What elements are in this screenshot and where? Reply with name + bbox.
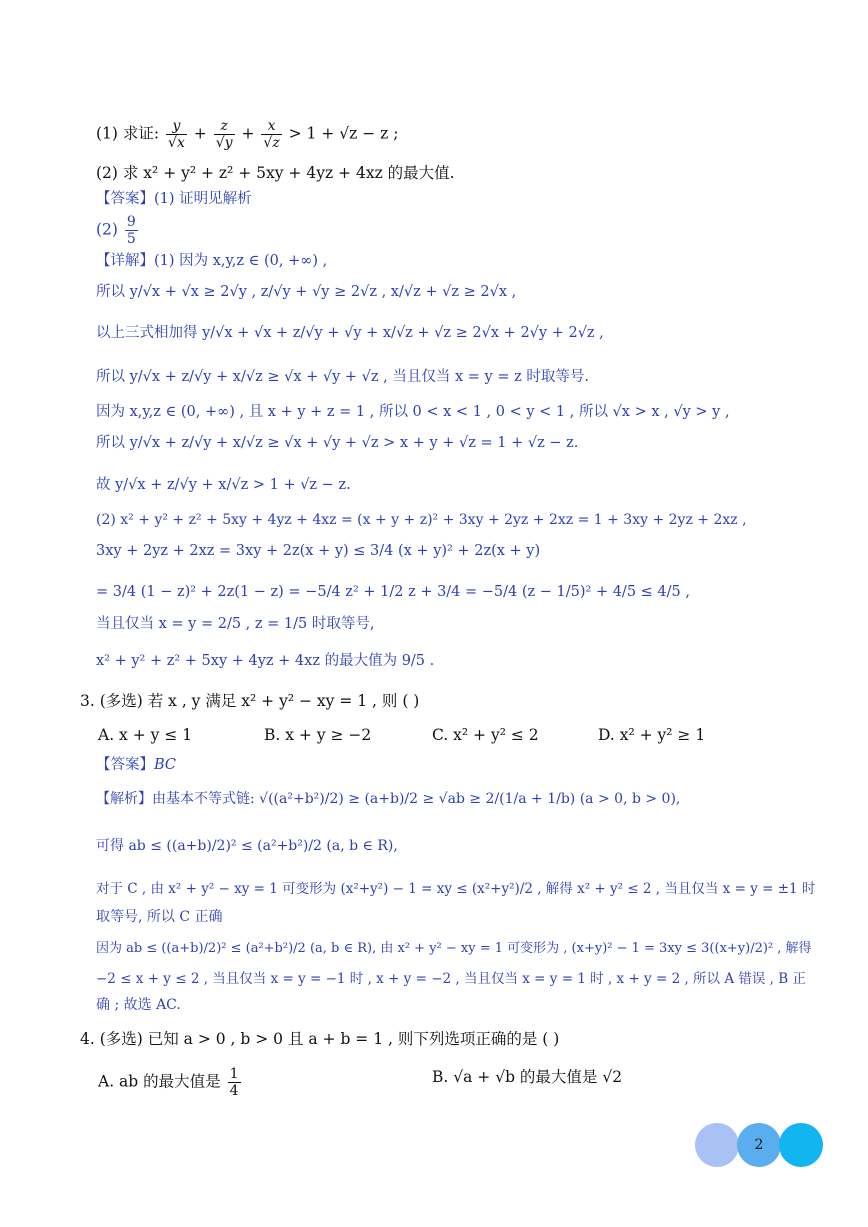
problem-3-answer: 【答案】BC (96, 757, 177, 773)
solution-line-6: 所以 y/√x + z/√y + x/√z ≥ √x + √y + √z > x + y + √z = 1 + √z − z. (96, 435, 579, 451)
analysis-line-5: 因为 ab ≤ ((a+b)/2)² ≤ (a²+b²)/2 (a, b ∈ R), 由 x² + y² − xy = 1 可变形为 , (x+y)² − 1 = 3xy ≤ 3((x+y)/2)² , 解得 (96, 941, 812, 956)
answer-line: 【答案】(1) 证明见解析 (96, 191, 252, 207)
analysis-line-3: 对于 C , 由 x² + y² − xy = 1 可变形为 (x²+y²) − 1 = xy ≤ (x²+y²)/2 , 解得 x² + y² ≤ 2 , 当且仅当 x = y = ±1 时 (96, 881, 816, 897)
solution-line-9: 3xy + 2yz + 2xz = 3xy + 2z(x + y) ≤ 3/4 (x + y)² + 2z(x + y) (96, 543, 541, 559)
solution-line-8: (2) x² + y² + z² + 5xy + 4yz + 4xz = (x + y + z)² + 3xy + 2yz + 2xz = 1 + 3xy + 2yz + 2xz , (96, 512, 747, 528)
option-b[interactable]: B. x + y ≥ −2 (264, 726, 372, 744)
analysis-line-4: 取等号, 所以 C 正确 (96, 909, 223, 925)
problem-4-stem: 4. (多选) 已知 a > 0 , b > 0 且 a + b = 1 , 则下列选项正确的是 ( ) (80, 1030, 560, 1048)
option-b[interactable]: B. √a + √b 的最大值是 √2 (432, 1068, 623, 1086)
analysis-line-2: 可得 ab ≤ ((a+b)/2)² ≤ (a²+b²)/2 (a, b ∈ R), (96, 838, 398, 854)
solution-line-4: 所以 y/√x + z/√y + x/√z ≥ √x + √y + √z , 当且仅当 x = y = z 时取等号. (96, 369, 589, 385)
solution-line-2: 所以 y/√x + √x ≥ 2√y , z/√y + √y ≥ 2√z , x/√z + √z ≥ 2√x , (96, 284, 517, 300)
solution-line-1: 【详解】(1) 因为 x,y,z ∈ (0, +∞) , (96, 253, 328, 269)
analysis-line-1: 【解析】由基本不等式链: √((a²+b²)/2) ≥ (a+b)/2 ≥ √ab ≥ 2/(1/a + 1/b) (a > 0, b > 0), (96, 791, 681, 807)
answer-2-line: (2) $\frac{9}{5}$ (96, 214, 136, 247)
solution-line-7: 故 y/√x + z/√y + x/√z > 1 + √z − z. (96, 477, 351, 493)
decorative-circle-right (779, 1123, 823, 1167)
solution-line-3: 以上三式相加得 y/√x + √x + z/√y + √y + x/√z + √z ≥ 2√x + 2√y + 2√z , (96, 325, 604, 341)
option-d[interactable]: D. x² + y² ≥ 1 (598, 726, 706, 744)
part1-statement: (1) 求证: $\frac{y}{√x}$ + $\frac{z}{√y}$ + $\frac{x}{√z}$ > 1 + √z − z ; (96, 118, 399, 151)
solution-line-11: 当且仅当 x = y = 2/5 , z = 1/5 时取等号, (96, 616, 375, 632)
part2-statement: (2) 求 x² + y² + z² + 5xy + 4yz + 4xz 的最大值. (96, 164, 455, 182)
solution-line-12: x² + y² + z² + 5xy + 4yz + 4xz 的最大值为 9/5 . (96, 653, 435, 669)
solution-line-10: = 3/4 (1 − z)² + 2z(1 − z) = −5/4 z² + 1/2 z + 3/4 = −5/4 (z − 1/5)² + 4/5 ≤ 4/5 , (96, 584, 690, 600)
problem-3-stem: 3. (多选) 若 x , y 满足 x² + y² − xy = 1 , 则 ( ) (80, 692, 420, 710)
solution-line-5: 因为 x,y,z ∈ (0, +∞) , 且 x + y + z = 1 , 所以 0 < x < 1 , 0 < y < 1 , 所以 √x > x , √y > y , (96, 404, 730, 420)
page-number: 2 (754, 1137, 764, 1153)
decorative-circle-left (695, 1123, 739, 1167)
analysis-line-7: 确 ; 故选 AC. (96, 997, 181, 1013)
option-c[interactable]: C. x² + y² ≤ 2 (432, 726, 539, 744)
option-a[interactable]: A. x + y ≤ 1 (98, 726, 193, 744)
option-a[interactable]: A. ab 的最大值是 $\frac{1}{4}$ (98, 1066, 239, 1099)
page-footer-badges (695, 1122, 825, 1168)
analysis-line-6: −2 ≤ x + y ≤ 2 , 当且仅当 x = y = −1 时 , x + y = −2 , 当且仅当 x = y = 1 时 , x + y = 2 , 所以 A 错误 , B 正 (96, 971, 806, 987)
